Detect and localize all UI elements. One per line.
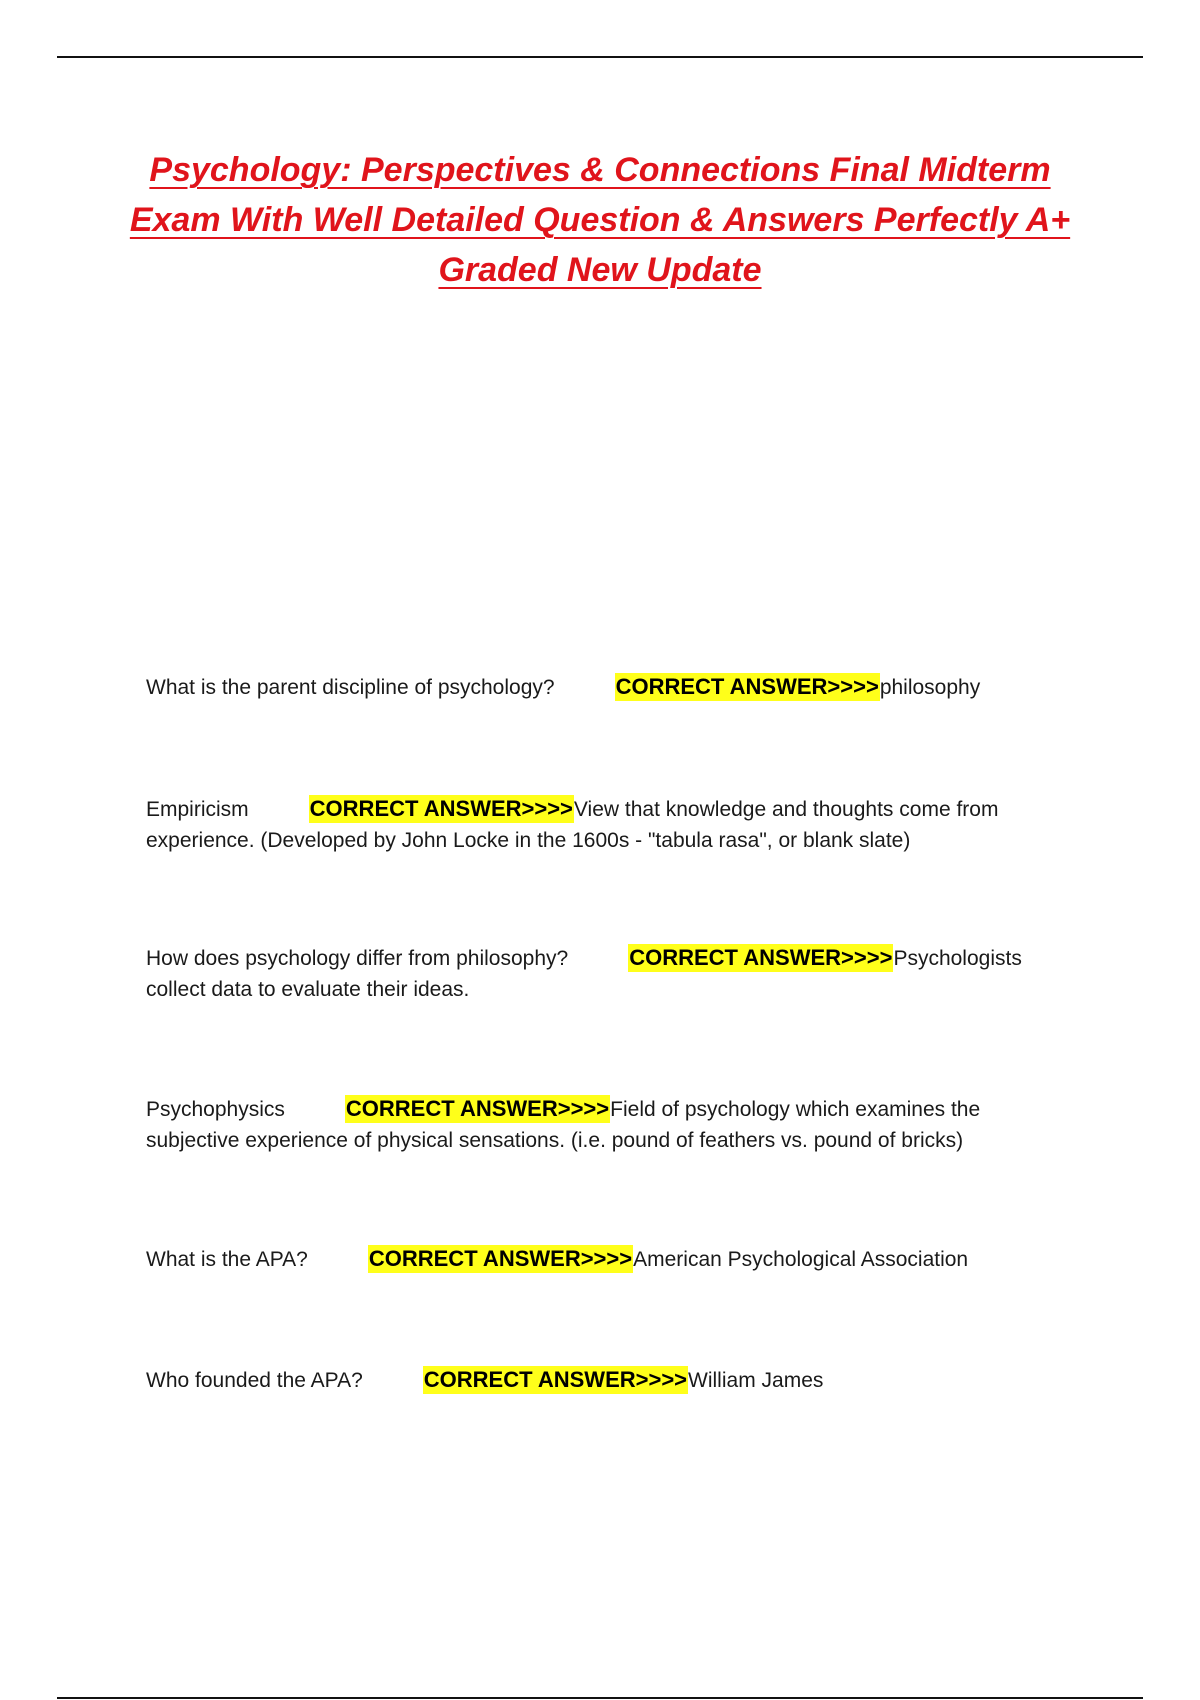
qa-item-6	[146, 1364, 1076, 1396]
question-text: How does psychology differ from philosophy?	[146, 947, 569, 970]
answer-text: William James	[688, 1369, 824, 1392]
correct-answer-tag: CORRECT ANSWER>>>>	[423, 1367, 688, 1392]
question-text: What is the APA?	[146, 1248, 308, 1271]
top-rule	[57, 56, 1143, 58]
qa-item-4	[146, 1093, 1076, 1156]
answer-text: Field of psychology which examines the subjective experience of physical sensations. (i.e. pound of feathers vs. pound of bricks)	[146, 1098, 981, 1152]
answer-text: View that knowledge and thoughts come from experience. (Developed by John Locke in the 1600s - "tabula rasa", or blank slate)	[146, 798, 999, 852]
qa-item-2	[146, 793, 1076, 856]
answer-text: Psychologists collect data to evaluate their ideas.	[146, 947, 1022, 1001]
question-text: What is the parent discipline of psychology?	[146, 676, 555, 699]
correct-answer-tag: CORRECT ANSWER>>>>	[309, 796, 573, 821]
qa-item-3	[146, 942, 1076, 1005]
correct-answer-tag: CORRECT ANSWER>>>>	[629, 945, 893, 970]
qa-item-5	[146, 1243, 1076, 1275]
question-text: Empiricism	[146, 798, 249, 821]
correct-answer-tag: CORRECT ANSWER>>>>	[615, 674, 879, 699]
document-title: Psychology: Perspectives & Connections Final Midterm Exam With Well Detailed Question & Answers Perfectly A+ Graded New Update	[129, 151, 1071, 289]
question-text: Who founded the APA?	[146, 1369, 363, 1392]
correct-answer-tag: CORRECT ANSWER>>>>	[345, 1096, 610, 1121]
question-text: Psychophysics	[146, 1098, 285, 1121]
bottom-rule	[57, 1697, 1143, 1699]
correct-answer-tag: CORRECT ANSWER>>>>	[368, 1246, 633, 1271]
qa-item-1	[146, 671, 1076, 703]
answer-text: American Psychological Association	[633, 1248, 969, 1271]
answer-text: philosophy	[879, 676, 981, 699]
